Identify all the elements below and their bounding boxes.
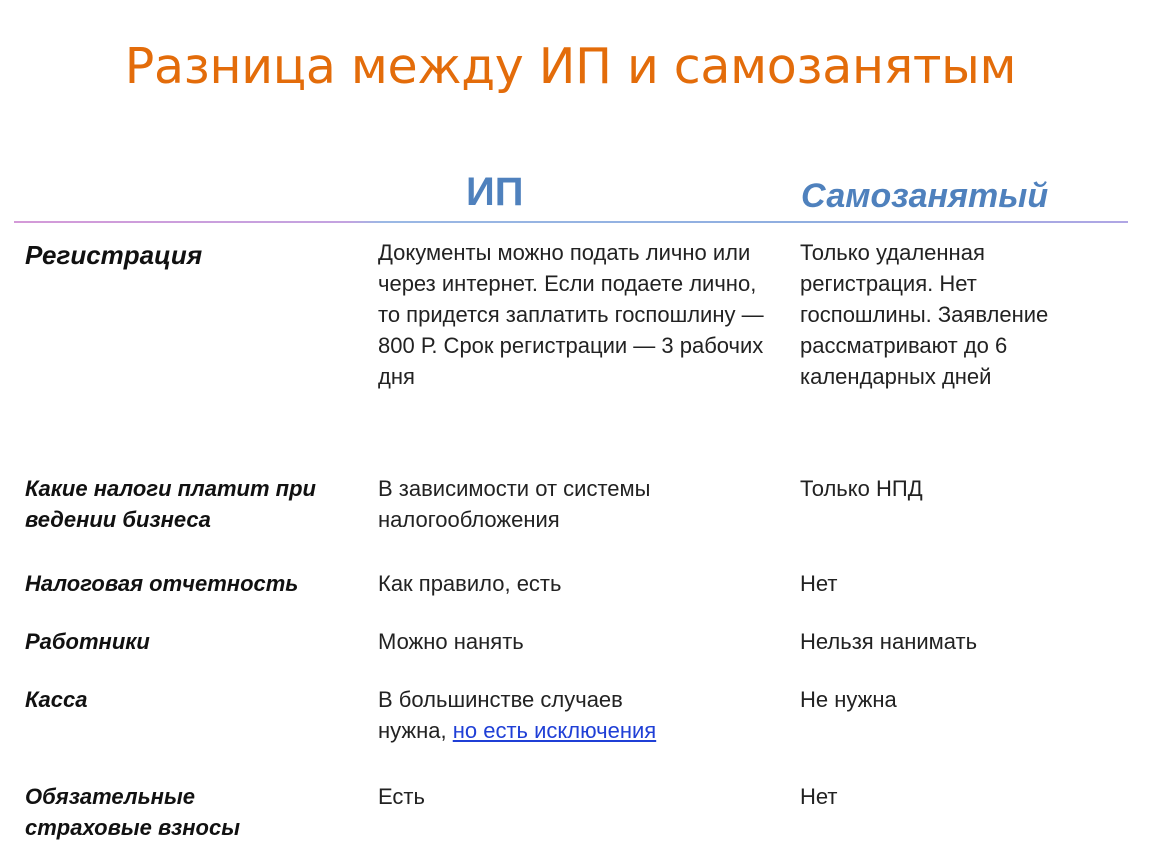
column-header-self-employed: Самозанятый	[801, 177, 1049, 215]
row-label-registration: Регистрация	[25, 240, 203, 270]
cell-ip-cash-register	[378, 684, 678, 746]
cell-ip-registration: Документы можно подать лично или через интернет. Если подаете лично, то придется заплатить госпошлину — 800 Р. Срок регистрации — 3 рабочих дня	[378, 240, 764, 389]
cell-ip-employees: Можно нанять	[378, 629, 524, 654]
row-label-employees: Работники	[25, 629, 150, 654]
cell-ip-tax-reporting: Как правило, есть	[378, 571, 562, 596]
row-label-insurance: Обязательные страховые взносы	[25, 784, 240, 840]
row-label-taxes: Какие налоги платит при ведении бизнеса	[25, 476, 316, 532]
cash-register-text: В большинстве случаев нужна,	[378, 687, 623, 743]
cell-self-employed-cash-register: Не нужна	[800, 687, 897, 712]
slide-title: Разница между ИП и самозанятым	[124, 38, 1017, 95]
cell-self-employed-taxes: Только НПД	[800, 476, 923, 501]
header-divider	[14, 221, 1128, 223]
cell-ip-insurance: Есть	[378, 784, 425, 809]
column-header-ip: ИП	[466, 170, 524, 214]
row-label-tax-reporting: Налоговая отчетность	[25, 571, 299, 596]
cell-self-employed-insurance: Нет	[800, 784, 838, 809]
row-label-cash-register: Касса	[25, 687, 88, 712]
cell-self-employed-registration: Только удаленная регистрация. Нет госпошлины. Заявление рассматривают до 6 календарных дней	[800, 240, 1049, 389]
cell-self-employed-employees: Нельзя нанимать	[800, 629, 978, 654]
cell-self-employed-tax-reporting: Нет	[800, 571, 838, 596]
exceptions-link[interactable]: но есть исключения	[452, 718, 657, 743]
cell-ip-taxes: В зависимости от системы налогообложения	[378, 476, 651, 532]
